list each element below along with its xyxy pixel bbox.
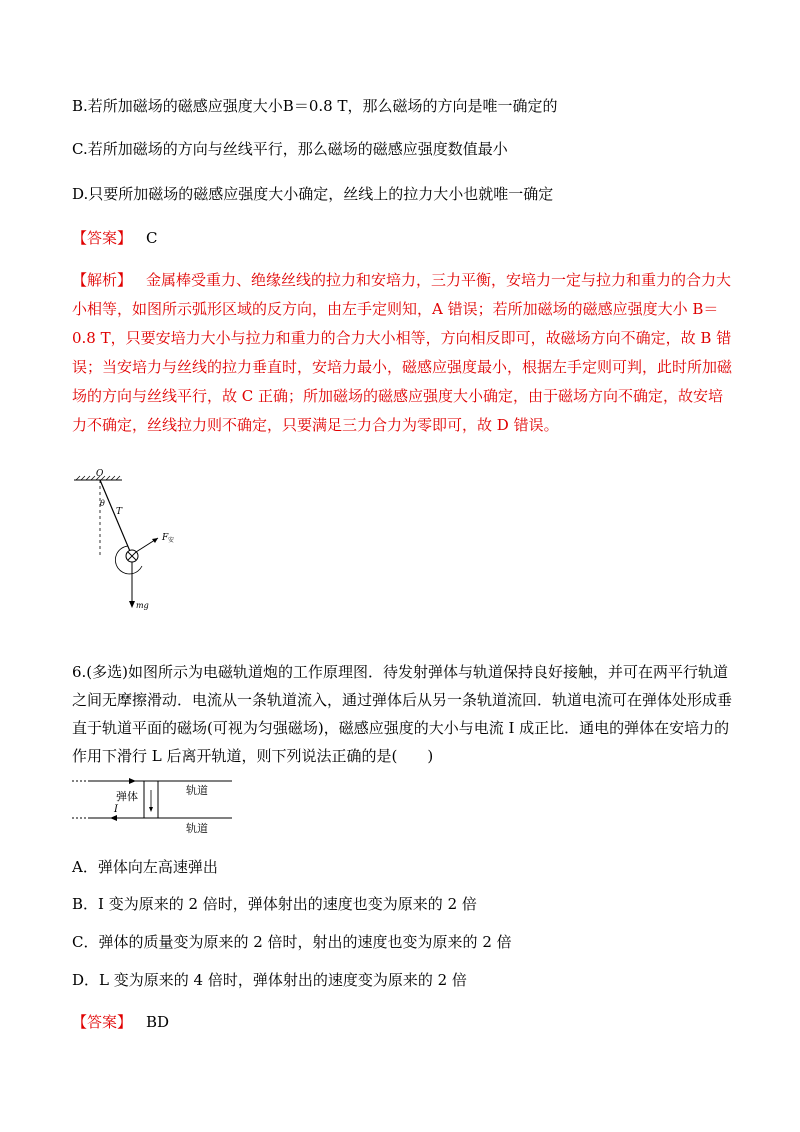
label-mg: mg: [136, 601, 149, 610]
label-rail-top: 轨道: [186, 784, 208, 797]
analysis-tag: 【解析】: [72, 271, 133, 289]
q6-option-d: D．L 变为原来的 4 倍时，弹体射出的速度变为原来的 2 倍: [72, 971, 467, 989]
label-projectile: 弹体: [116, 790, 138, 803]
label-force-sub: 安: [168, 537, 175, 544]
q6-option-a: A．弹体向左高速弹出: [72, 858, 218, 876]
label-theta: θ: [100, 499, 105, 508]
q5-option-c: C.若所加磁场的方向与丝线平行，那么磁场的磁感应强度数值最小: [72, 140, 508, 158]
q6-stem: 6.(多选)如图所示为电磁轨道炮的工作原理图．待发射弹体与轨道保持良好接触，并可在两平行轨道之间无摩擦滑动．电流从一条轨道流入，通过弹体后从另一条轨道流回．轨道电流可在弹体处形成垂直于轨道平面的磁场(可视为匀强磁场)，磁感应强度的大小与电流 I 成正比．通电的弹体在安培力的作用下滑行 L 后离开轨道，则下列说法正确的是( ): [72, 663, 733, 765]
q6-option-b: B．I 变为原来的 2 倍时，弹体射出的速度也变为原来的 2 倍: [72, 895, 477, 913]
label-o: O: [96, 469, 104, 479]
label-tension: T: [116, 507, 123, 517]
label-current: I: [114, 804, 118, 815]
label-rail-bottom: 轨道: [186, 822, 208, 835]
q5-answer-line: [72, 228, 158, 248]
answer-tag: 【答案】: [72, 1013, 133, 1031]
q5-option-b: B.若所加磁场的磁感应强度大小B＝0.8 T，那么磁场的方向是唯一确定的: [72, 97, 558, 115]
answer-tag: 【答案】: [72, 229, 133, 247]
answer-value: C: [146, 229, 158, 247]
answer-value: BD: [146, 1013, 170, 1031]
analysis-text: 金属棒受重力、绝缘丝线的拉力和安培力，三力平衡，安培力一定与拉力和重力的合力大小相等，如图所示弧形区域的反方向，由左手定则知，A 错误；若所加磁场的磁感应强度大小 B＝0.8 T，只要安培力大小与拉力和重力的合力大小相等，方向相反即可，故磁场方向不确定，故 B 错误；当安培力与丝线的拉力垂直时，安培力最小，磁感应强度最小，根据左手定则可判，此时所加磁场的方向与丝线平行，故 C 正确；所加磁场的磁感应强度大小确定，由于磁场方向不确定，故安培力不确定，丝线拉力则不确定，只要满足三力合力为零即可，故 D 错误。: [72, 271, 733, 434]
pendulum-force-diagram: [70, 466, 200, 616]
q5-option-d: D.只要所加磁场的磁感应强度大小确定，丝线上的拉力大小也就唯一确定: [72, 185, 554, 203]
q5-analysis: [72, 266, 732, 440]
railgun-diagram: [72, 772, 242, 838]
q6-option-c: C．弹体的质量变为原来的 2 倍时，射出的速度也变为原来的 2 倍: [72, 933, 512, 951]
label-force: F: [162, 533, 169, 543]
q6-answer-line: [72, 1012, 169, 1032]
